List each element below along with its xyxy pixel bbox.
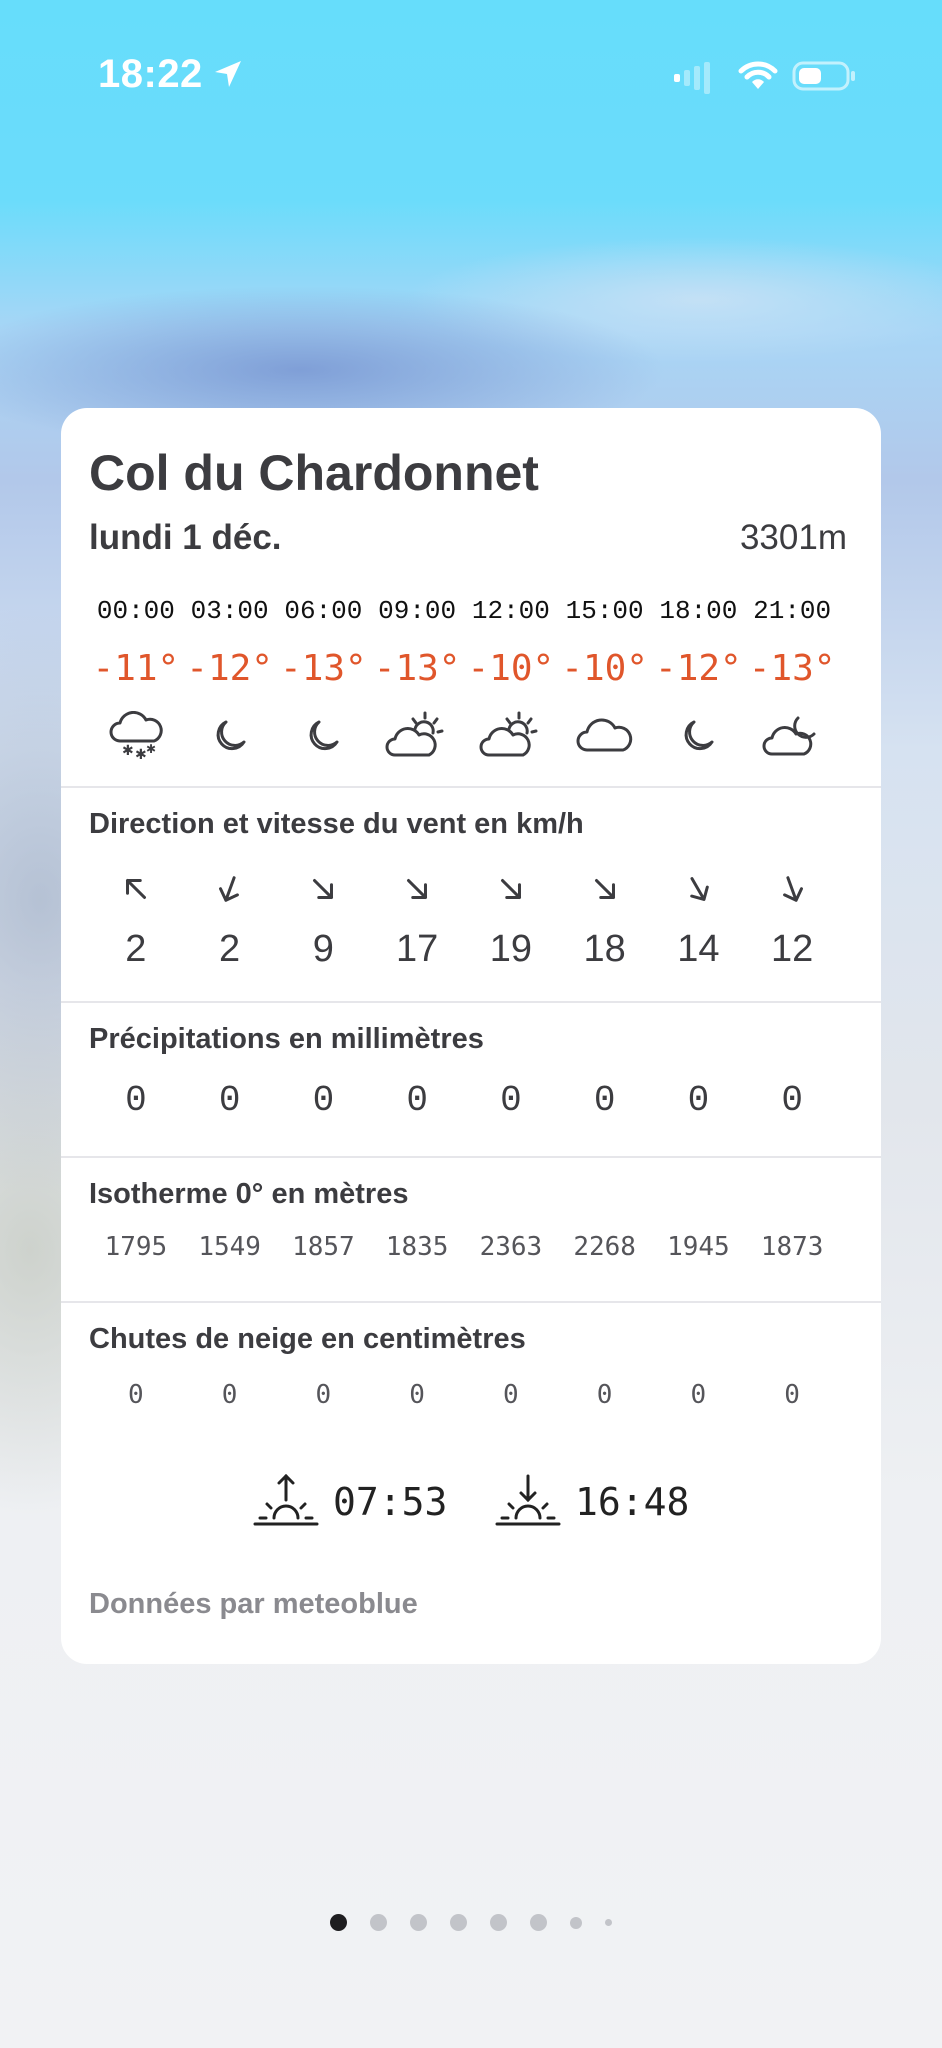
wind-arrow-icon <box>494 872 528 911</box>
wind-direction-row <box>89 868 839 914</box>
page-dot[interactable] <box>370 1914 387 1931</box>
precipitation-section-title: Précipitations en millimètres <box>89 1023 484 1055</box>
page-dot[interactable] <box>490 1914 507 1931</box>
divider <box>61 786 881 788</box>
temperature-value: -13° <box>280 648 367 689</box>
moon-icon <box>678 716 718 761</box>
svg-text:✱: ✱ <box>145 741 156 756</box>
location-arrow-icon <box>212 58 244 95</box>
partly-cloudy-day-icon <box>385 711 449 766</box>
location-title: Col du Chardonnet <box>89 445 539 501</box>
isotherm-value: 1549 <box>198 1232 261 1262</box>
precipitation-row <box>89 1080 839 1121</box>
svg-text:✱: ✱ <box>121 742 134 759</box>
snowfall-value: 0 <box>221 1380 238 1410</box>
sunset <box>495 1472 689 1532</box>
wind-arrow-icon <box>775 872 809 911</box>
snow-cloud-icon <box>108 711 164 766</box>
hour-label: 00:00 <box>96 596 175 626</box>
data-source-credit: Données par meteoblue <box>89 1588 418 1620</box>
sunrise <box>253 1472 447 1532</box>
page-dot[interactable] <box>450 1914 467 1931</box>
wind-speed: 9 <box>312 928 334 970</box>
hour-label: 12:00 <box>471 596 550 626</box>
sunrise-time: 07:53 <box>333 1480 448 1524</box>
precipitation-value: 0 <box>125 1080 147 1121</box>
sunset-icon <box>495 1472 561 1533</box>
moon-icon <box>210 716 250 761</box>
signal-icon <box>674 62 714 99</box>
divider <box>61 1001 881 1003</box>
moon-icon <box>303 716 343 761</box>
precipitation-value: 0 <box>312 1080 335 1121</box>
partly-cloudy-night-icon <box>762 712 822 765</box>
page-dot[interactable] <box>570 1917 582 1929</box>
temperature-value: -12° <box>186 648 273 689</box>
temperature-value: -10° <box>561 648 648 689</box>
partly-cloudy-day-icon <box>479 711 543 766</box>
hour-label: 21:00 <box>753 596 832 626</box>
wind-speed: 17 <box>395 928 439 970</box>
status-bar <box>0 0 942 150</box>
precipitation-value: 0 <box>500 1080 522 1121</box>
hour-label: 03:00 <box>190 596 269 626</box>
wind-speed: 14 <box>677 928 720 970</box>
snowfall-value: 0 <box>128 1380 144 1410</box>
wind-arrow-icon <box>306 872 340 911</box>
isotherm-section-title: Isotherme 0° en mètres <box>89 1178 409 1210</box>
snowfall-value: 0 <box>784 1380 800 1410</box>
snowfall-value: 0 <box>315 1380 332 1410</box>
wifi-icon <box>738 60 778 97</box>
weather-card <box>61 408 881 1664</box>
page-dot[interactable] <box>605 1919 612 1926</box>
isotherm-value: 2268 <box>573 1232 636 1262</box>
wind-speed-row <box>89 928 839 971</box>
isotherm-row <box>89 1232 839 1262</box>
sunrise-icon <box>253 1472 319 1533</box>
temperature-value: -13° <box>373 648 461 689</box>
altitude: 3301m <box>739 518 847 557</box>
wind-arrow-icon <box>119 872 153 911</box>
page-indicator[interactable] <box>0 1914 942 1931</box>
page-dot[interactable] <box>410 1914 427 1931</box>
wind-speed: 18 <box>583 928 626 970</box>
precipitation-value: 0 <box>687 1080 710 1121</box>
wind-section-title: Direction et vitesse du vent en km/h <box>89 808 584 840</box>
isotherm-value: 1945 <box>667 1232 730 1262</box>
snowfall-value: 0 <box>409 1380 425 1410</box>
wind-arrow-icon <box>588 872 622 911</box>
wind-arrow-icon <box>681 872 715 911</box>
page-dot[interactable] <box>530 1914 547 1931</box>
isotherm-value: 1835 <box>385 1232 449 1262</box>
isotherm-value: 2363 <box>479 1232 543 1262</box>
hour-label: 09:00 <box>378 596 457 626</box>
isotherm-value: 1795 <box>104 1232 168 1262</box>
temperature-value: -11° <box>92 648 180 689</box>
forecast-date: lundi 1 déc. <box>89 518 282 557</box>
snowfall-value: 0 <box>596 1380 613 1410</box>
precipitation-value: 0 <box>406 1080 428 1121</box>
precipitation-value: 0 <box>218 1080 241 1121</box>
temperature-value: -13° <box>748 648 836 689</box>
precipitation-value: 0 <box>781 1080 803 1121</box>
snowfall-section-title: Chutes de neige en centimètres <box>89 1323 526 1355</box>
snowfall-value: 0 <box>503 1380 519 1410</box>
hour-label: 18:00 <box>659 596 738 626</box>
snowfall-value: 0 <box>690 1380 707 1410</box>
sunset-time: 16:48 <box>575 1480 690 1524</box>
temperature-value: -12° <box>655 648 742 689</box>
divider <box>61 1301 881 1303</box>
weather-icons-row <box>89 708 839 768</box>
snowfall-row <box>89 1380 839 1410</box>
wind-speed: 2 <box>125 928 147 970</box>
isotherm-value: 1857 <box>292 1232 355 1262</box>
hour-label: 15:00 <box>565 596 644 626</box>
cloud-icon <box>575 716 635 761</box>
wind-speed: 2 <box>219 928 241 970</box>
wind-speed: 19 <box>489 928 533 970</box>
page-dot[interactable] <box>330 1914 347 1931</box>
precipitation-value: 0 <box>593 1080 616 1121</box>
wind-speed: 12 <box>770 928 814 970</box>
hours-row <box>89 596 839 626</box>
divider <box>61 1156 881 1158</box>
battery-icon <box>792 60 858 97</box>
temperature-value: -10° <box>467 648 555 689</box>
wind-arrow-icon <box>400 872 434 911</box>
wind-arrow-icon <box>213 872 247 911</box>
isotherm-value: 1873 <box>760 1232 824 1262</box>
temperature-row <box>89 648 839 689</box>
svg-text:✱: ✱ <box>134 746 147 761</box>
status-time: 18:22 <box>98 52 203 96</box>
hour-label: 06:00 <box>284 596 363 626</box>
